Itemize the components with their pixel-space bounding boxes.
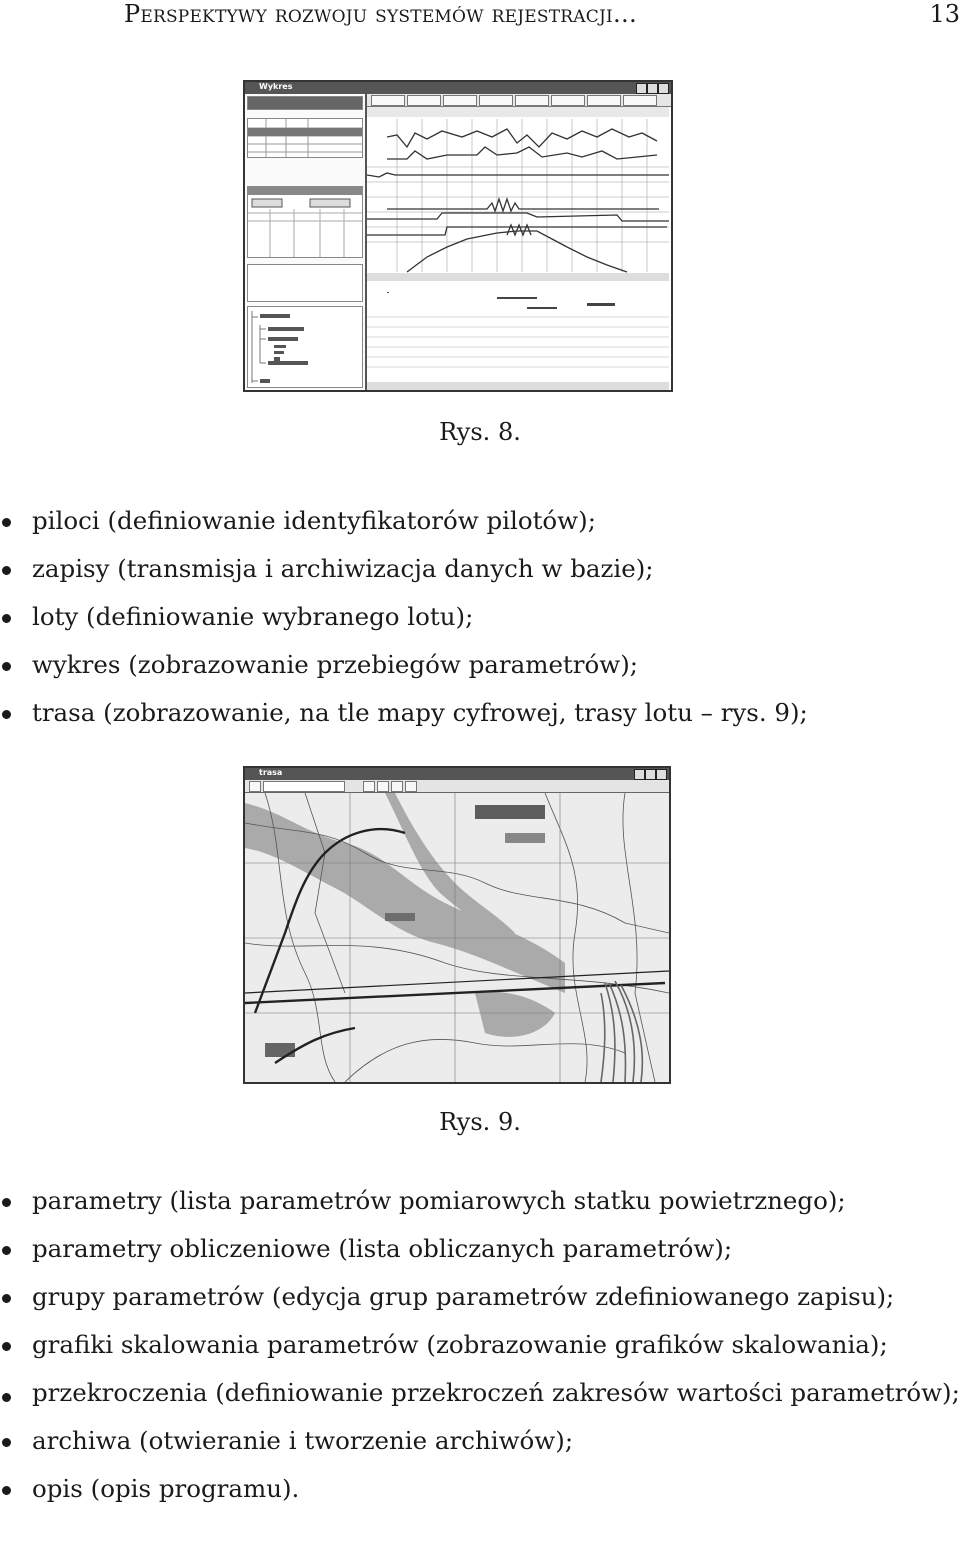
figure-9-caption: Rys. 9. (439, 1108, 521, 1136)
minimize-icon (634, 769, 645, 780)
module-list-2 (0, 1177, 960, 1513)
list-item: archiwa (otwieranie i tworzenie archiwów); (0, 1417, 960, 1465)
parameter-value-table (247, 118, 363, 158)
figure-9-trasa-screenshot (243, 766, 671, 1084)
window-title: trasa (259, 768, 283, 777)
list-item: loty (definiowanie wybranego lotu); (0, 593, 960, 641)
window-title-bar (245, 768, 669, 780)
list-item: opis (opis programu). (0, 1465, 960, 1513)
list-item: zapisy (transmisja i archiwizacja danych w bazie); (0, 545, 960, 593)
toolbar-field (263, 781, 345, 792)
module-list-1 (0, 497, 960, 737)
toolbar-button (551, 95, 585, 106)
toolbar-button (515, 95, 549, 106)
parameter-traces-graphic (367, 107, 669, 390)
list-item: grupy parametrów (edycja grup parametrów zdefiniowanego zapisu); (0, 1273, 960, 1321)
flights-list (247, 186, 363, 258)
digital-map-with-flight-route (245, 793, 669, 1082)
toolbar-button (371, 95, 405, 106)
toolbar-button (443, 95, 477, 106)
flight-info-block (247, 96, 363, 110)
toolbar-button (249, 781, 261, 792)
maximize-icon (647, 83, 658, 94)
figure-8-caption: Rys. 8. (439, 418, 521, 446)
toolbar-button (363, 781, 375, 792)
window-title: Wykres (259, 82, 293, 91)
page-number: 13 (929, 0, 960, 28)
list-item: grafiki skalowania parametrów (zobrazowanie grafików skalowania); (0, 1321, 960, 1369)
close-icon (658, 83, 669, 94)
toolbar-button (377, 781, 389, 792)
parameter-plot-area (367, 107, 671, 390)
toolbar-button (623, 95, 657, 106)
tree-icon (248, 307, 362, 387)
maximize-icon (645, 769, 656, 780)
list-item: wykres (zobrazowanie przebiegów parametrów); (0, 641, 960, 689)
list-item: parametry obliczeniowe (lista obliczanych parametrów); (0, 1225, 960, 1273)
toolbar-button (391, 781, 403, 792)
toolbar-button (587, 95, 621, 106)
close-icon (656, 769, 667, 780)
table-grid-icon (248, 119, 362, 157)
flights-grid-icon (248, 187, 362, 257)
toolbar-button (479, 95, 513, 106)
list-item: przekroczenia (definiowanie przekroczeń zakresów wartości parametrów); (0, 1369, 960, 1417)
left-panel (245, 94, 367, 390)
list-item: trasa (zobrazowanie, na tle mapy cyfrowej, trasy lotu – rys. 9); (0, 689, 960, 737)
list-item: piloci (definiowanie identyfikatorów pilotów); (0, 497, 960, 545)
map-toolbar (245, 780, 669, 793)
minimize-icon (636, 83, 647, 94)
list-item: parametry (lista parametrów pomiarowych statku powietrznego); (0, 1177, 960, 1225)
figure-8-wykres-screenshot (243, 80, 673, 392)
running-header (124, 0, 960, 28)
window-title-bar (245, 82, 671, 94)
exceedances-block (247, 264, 363, 302)
running-title: Perspektywy rozwoju systemów rejestracji… (124, 0, 638, 28)
chart-toolbar (367, 94, 671, 107)
parameter-group-tree (247, 306, 363, 388)
toolbar-button (405, 781, 417, 792)
toolbar-button (407, 95, 441, 106)
